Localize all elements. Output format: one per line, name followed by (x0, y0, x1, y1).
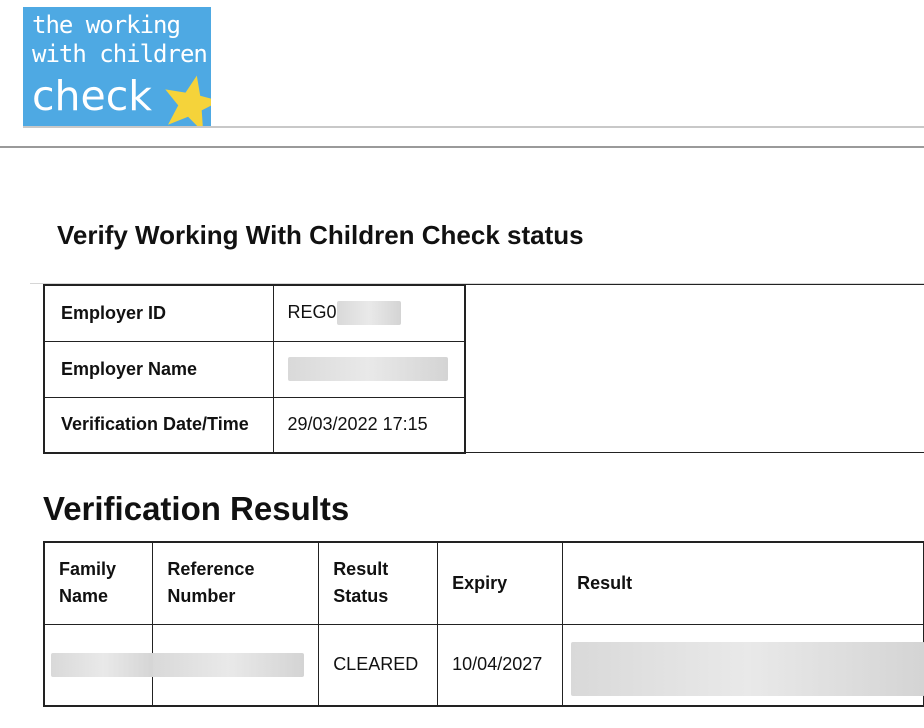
verification-datetime-value: 29/03/2022 17:15 (273, 397, 465, 453)
employer-id-label: Employer ID (44, 285, 273, 341)
employer-name-value (273, 341, 465, 397)
result-cell (563, 624, 924, 706)
header-expiry: Expiry (438, 542, 563, 624)
header-result-status (319, 542, 438, 624)
table-row (44, 285, 465, 341)
redacted-blur (153, 653, 304, 677)
header-reference-number-line2: Number (167, 586, 236, 607)
verification-results-table (43, 541, 924, 707)
verification-results-title: Verification Results (43, 490, 350, 527)
employer-name-label: Employer Name (44, 341, 273, 397)
wwcc-logo (23, 7, 211, 126)
header-reference-number-line1: Reference (167, 559, 255, 580)
table-row (44, 624, 924, 706)
redacted-blur (288, 357, 448, 381)
header-family-name (44, 542, 153, 624)
logo-line-3: check (32, 72, 153, 120)
info-table-extension-bottom (464, 452, 924, 453)
reference-number-cell (153, 624, 319, 706)
header-reference-number (153, 542, 319, 624)
redacted-blur (51, 653, 156, 677)
header-result: Result (563, 542, 924, 624)
family-name-cell (44, 624, 153, 706)
employer-id-value (273, 285, 465, 341)
employer-info-table (43, 284, 466, 454)
page-title: Verify Working With Children Check status (57, 220, 584, 250)
logo-line-2: with children (32, 40, 207, 68)
header-family-name-line2: Name (59, 586, 109, 607)
verification-datetime-label: Verification Date/Time (44, 397, 273, 453)
redacted-blur (571, 642, 924, 696)
info-table-extension-top (464, 284, 924, 285)
logo-line-1: the working (32, 11, 180, 39)
header-divider (23, 126, 924, 128)
table-header-row (44, 542, 924, 624)
table-row (44, 397, 465, 453)
table-row (44, 341, 465, 397)
star-icon (161, 73, 211, 126)
header-result-status-line1: Result (333, 559, 389, 580)
expiry-cell: 10/04/2027 (438, 624, 563, 706)
header-divider-bottom (0, 146, 924, 148)
employer-id-text: REG0 (287, 302, 337, 322)
redacted-blur (337, 301, 401, 325)
header-result-status-line2: Status (333, 586, 389, 607)
header-family-name-line1: Family (59, 559, 117, 580)
result-status-cell: CLEARED (319, 624, 438, 706)
